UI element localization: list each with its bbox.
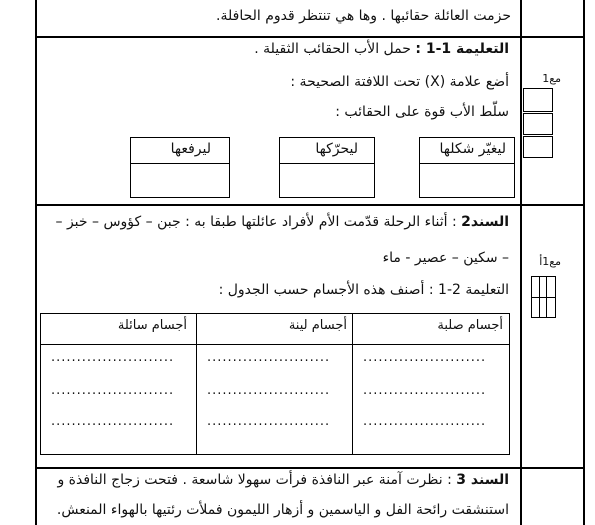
task2-instruction: التعليمة 2-1 : أصنف هذه الأجسام حسب الجدول : bbox=[218, 282, 509, 298]
answer-line[interactable]: ........................ bbox=[207, 383, 331, 398]
grade-box-1[interactable] bbox=[523, 88, 553, 112]
frame-left-border bbox=[35, 0, 37, 525]
grade-box-3[interactable] bbox=[523, 136, 553, 158]
option-box-1 bbox=[419, 137, 515, 198]
task3-line1 bbox=[57, 472, 509, 488]
option-label-2: ليحرّكها bbox=[315, 141, 358, 157]
option-box-3 bbox=[130, 137, 230, 198]
answer-line[interactable]: ........................ bbox=[207, 414, 331, 429]
option-label-3: ليرفعها bbox=[170, 141, 211, 157]
task1-instruction: أضع علامة (X) تحت اللافتة الصحيحة : bbox=[290, 74, 509, 90]
frame-divider bbox=[520, 0, 522, 525]
table-header-solid: أجسام صلبة bbox=[437, 318, 503, 333]
option-box-2 bbox=[279, 137, 375, 198]
task1-title-bold: التعليمة 1-1 : bbox=[415, 41, 509, 57]
option-answer-3[interactable] bbox=[131, 165, 229, 197]
grade-box-2[interactable] bbox=[523, 113, 553, 135]
section-separator-1 bbox=[35, 36, 585, 38]
task2-line1-rest: : أثناء الرحلة قدّمت الأم لأفراد عائلتها طبقا به : جبن – كؤوس – خبز – bbox=[55, 214, 457, 230]
answer-line[interactable]: ........................ bbox=[51, 350, 175, 365]
task1-title-rest: حمل الأب الحقائب الثقيلة . bbox=[254, 41, 411, 57]
task1-side-label: مع1 bbox=[542, 72, 561, 85]
task2-side-label: مع1أ bbox=[539, 255, 561, 268]
task1-prompt: سلّط الأب قوة على الحقائب : bbox=[335, 104, 509, 120]
frame-right-border bbox=[583, 0, 585, 525]
task2-line2: – سكين – عصير - ماء bbox=[382, 250, 509, 266]
answer-line[interactable]: ........................ bbox=[363, 383, 487, 398]
option-answer-1[interactable] bbox=[420, 165, 514, 197]
answer-line[interactable]: ........................ bbox=[363, 350, 487, 365]
table-header-liquid: أجسام سائلة bbox=[117, 318, 187, 333]
task2-line1 bbox=[56, 214, 510, 230]
section-separator-3 bbox=[35, 467, 585, 469]
option-label-1: ليغيّر شكلها bbox=[439, 141, 506, 157]
answer-line[interactable]: ........................ bbox=[363, 414, 487, 429]
answer-line[interactable]: ........................ bbox=[207, 350, 331, 365]
section-separator-2 bbox=[35, 204, 585, 206]
answer-line[interactable]: ........................ bbox=[51, 383, 175, 398]
table-header-soft: أجسام لينة bbox=[288, 318, 347, 333]
answer-line[interactable]: ........................ bbox=[51, 414, 175, 429]
task3-line2: استنشقت رائحة الفل و الياسمين و أزهار الليمون فملأت رئتيها بالهواء المنعش. bbox=[56, 502, 509, 518]
option-answer-2[interactable] bbox=[280, 165, 374, 197]
grade-grid[interactable] bbox=[531, 276, 556, 318]
task3-rest: : نظرت آمنة عبر النافذة فرأت سهولا شاسعة . فتحت زجاج النافذة و bbox=[57, 472, 452, 488]
intro-line: حزمت العائلة حقائبها . وها هي تنتظر قدوم الحافلة. bbox=[216, 8, 511, 24]
task2-line1-bold: السند2 bbox=[461, 214, 509, 230]
task3-bold: السند 3 bbox=[456, 472, 509, 488]
task1-title bbox=[254, 41, 509, 57]
classification-table bbox=[40, 313, 510, 455]
